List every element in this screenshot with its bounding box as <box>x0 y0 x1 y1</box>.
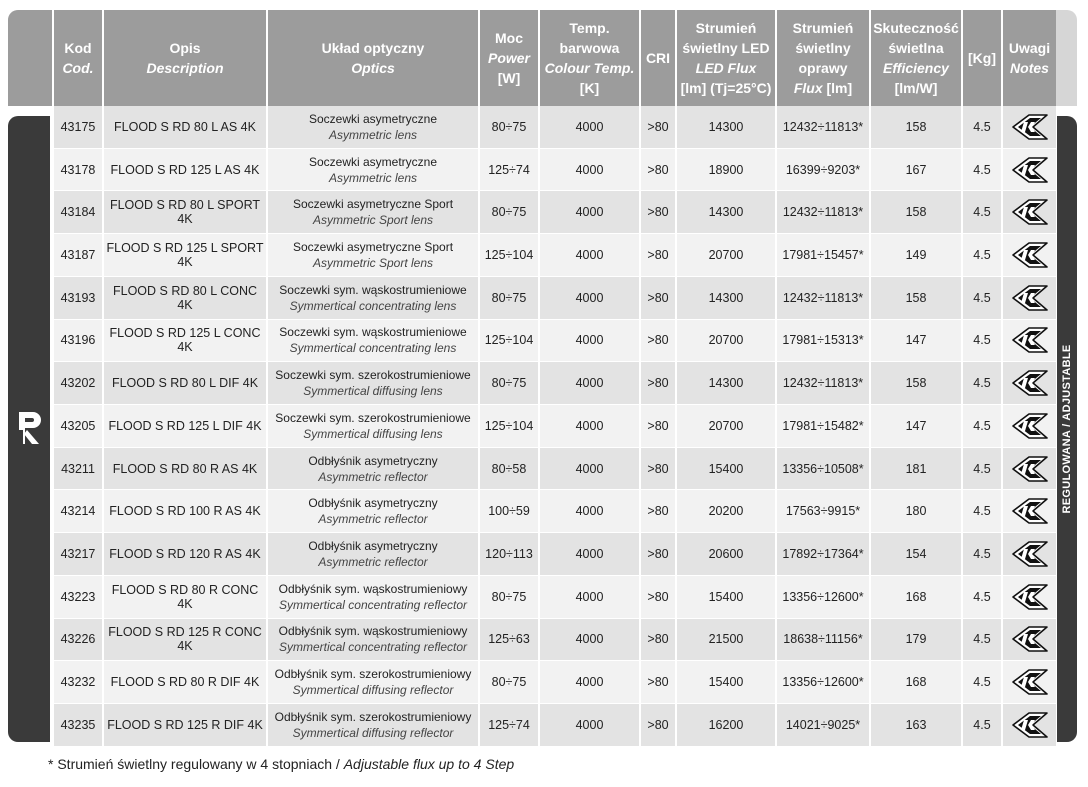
table-row <box>53 704 1056 747</box>
cell-cri: >80 <box>640 533 676 576</box>
optics-pl: Odbłyśnik sym. szerokostrumieniowy <box>274 709 472 724</box>
ik-impact-arrow-icon <box>1011 413 1049 439</box>
cell-colour-temp: 4000 <box>539 704 640 747</box>
header-efficiency: Skuteczność świetlna Efficiency [lm/W] <box>870 10 962 106</box>
cell-efficiency: 154 <box>870 533 962 576</box>
cell-colour-temp: 4000 <box>539 234 640 277</box>
cell-flux: 14021÷9025* <box>776 704 870 747</box>
cell-description: FLOOD S RD 120 R AS 4K <box>103 533 267 576</box>
optics-en: Asymmetric reflector <box>318 512 428 527</box>
cell-led-flux: 14300 <box>676 191 776 234</box>
header-row <box>53 10 1056 106</box>
table-body <box>53 106 1056 746</box>
cell-power: 80÷75 <box>479 276 539 319</box>
cell-led-flux: 14300 <box>676 276 776 319</box>
cell-efficiency: 158 <box>870 276 962 319</box>
cell-colour-temp: 4000 <box>539 191 640 234</box>
cell-flux: 17981÷15457* <box>776 234 870 277</box>
cell-efficiency: 158 <box>870 191 962 234</box>
cell-description: FLOOD S RD 80 L SPORT 4K <box>103 191 267 234</box>
cell-efficiency: 167 <box>870 148 962 191</box>
ik-impact-arrow-icon <box>1011 242 1049 268</box>
cell-efficiency: 149 <box>870 234 962 277</box>
cell-colour-temp: 4000 <box>539 533 640 576</box>
cell-description: FLOOD S RD 125 R CONC 4K <box>103 618 267 661</box>
cell-efficiency: 180 <box>870 490 962 533</box>
header-cri: CRI <box>640 10 676 106</box>
cell-optics <box>267 319 479 362</box>
left-sidebar <box>8 116 50 742</box>
cell-code: 43205 <box>53 405 103 448</box>
cell-cri: >80 <box>640 319 676 362</box>
cell-flux: 17981÷15482* <box>776 405 870 448</box>
cell-power: 125÷74 <box>479 148 539 191</box>
cell-cri: >80 <box>640 276 676 319</box>
cell-weight: 4.5 <box>962 533 1002 576</box>
cell-flux: 13356÷12600* <box>776 575 870 618</box>
header-led-flux: Strumień świetlny LED LED Flux [lm] (Tj=25°C) <box>676 10 776 106</box>
cell-optics <box>267 148 479 191</box>
side-label: REGULOWANA / ADJUSTABLE <box>1061 344 1073 514</box>
cell-notes <box>1002 276 1056 319</box>
cell-power: 125÷74 <box>479 704 539 747</box>
optics-en: Symmertical diffusing reflector <box>292 725 454 740</box>
optics-pl: Soczewki sym. wąskostrumieniowe <box>279 325 467 340</box>
cell-cri: >80 <box>640 575 676 618</box>
cell-notes <box>1002 661 1056 704</box>
cell-weight: 4.5 <box>962 447 1002 490</box>
cell-weight: 4.5 <box>962 490 1002 533</box>
ik-impact-arrow-icon <box>1011 498 1049 524</box>
cell-weight: 4.5 <box>962 319 1002 362</box>
cell-code: 43223 <box>53 575 103 618</box>
optics-en: Symmertical diffusing reflector <box>292 683 454 698</box>
cell-notes <box>1002 447 1056 490</box>
cell-description: FLOOD S RD 125 L CONC 4K <box>103 319 267 362</box>
cell-colour-temp: 4000 <box>539 362 640 405</box>
cell-flux: 13356÷10508* <box>776 447 870 490</box>
header-code: Kod Cod. <box>53 10 103 106</box>
table-row <box>53 490 1056 533</box>
cell-description: FLOOD S RD 125 R DIF 4K <box>103 704 267 747</box>
cell-code: 43217 <box>53 533 103 576</box>
cell-notes <box>1002 106 1056 148</box>
ik-impact-arrow-icon <box>1011 285 1049 311</box>
cell-description: FLOOD S RD 80 R DIF 4K <box>103 661 267 704</box>
cell-efficiency: 179 <box>870 618 962 661</box>
cell-description: FLOOD S RD 80 L CONC 4K <box>103 276 267 319</box>
cell-efficiency: 168 <box>870 575 962 618</box>
cell-optics <box>267 106 479 148</box>
ik-impact-arrow-icon <box>1011 669 1049 695</box>
header-flux: Strumień świetlny oprawy Flux [lm] <box>776 10 870 106</box>
ik-impact-arrow-icon <box>1011 626 1049 652</box>
cell-cri: >80 <box>640 405 676 448</box>
ik-impact-arrow-icon <box>1011 199 1049 225</box>
optics-pl: Odbłyśnik sym. szerokostrumieniowy <box>274 667 472 682</box>
cell-colour-temp: 4000 <box>539 618 640 661</box>
cell-notes <box>1002 362 1056 405</box>
cell-optics <box>267 234 479 277</box>
cell-flux: 17892÷17364* <box>776 533 870 576</box>
optics-en: Symmertical concentrating reflector <box>278 640 468 655</box>
cell-code: 43202 <box>53 362 103 405</box>
header-notes: Uwagi Notes <box>1002 10 1056 106</box>
optics-pl: Soczewki asymetryczne Sport <box>292 197 454 212</box>
cell-code: 43175 <box>53 106 103 148</box>
cell-description: FLOOD S RD 125 L AS 4K <box>103 148 267 191</box>
cell-flux: 16399÷9203* <box>776 148 870 191</box>
table-row <box>53 618 1056 661</box>
cell-led-flux: 14300 <box>676 362 776 405</box>
optics-pl: Soczewki sym. wąskostrumieniowe <box>279 282 467 297</box>
cell-notes <box>1002 405 1056 448</box>
optics-pl: Soczewki sym. szerokostrumieniowe <box>275 410 471 425</box>
cell-efficiency: 168 <box>870 661 962 704</box>
table-row <box>53 191 1056 234</box>
table-row <box>53 319 1056 362</box>
cell-weight: 4.5 <box>962 148 1002 191</box>
optics-en: Asymmetric reflector <box>318 469 428 484</box>
optics-en: Symmertical concentrating lens <box>289 298 457 313</box>
header-weight: [Kg] <box>962 10 1002 106</box>
ik-impact-arrow-icon <box>1011 157 1049 183</box>
optics-pl: Soczewki asymetryczne Sport <box>292 240 454 255</box>
cell-weight: 4.5 <box>962 575 1002 618</box>
table-row <box>53 661 1056 704</box>
cell-cri: >80 <box>640 234 676 277</box>
dimmable-r-logo-icon <box>15 408 43 448</box>
cell-optics <box>267 618 479 661</box>
cell-code: 43184 <box>53 191 103 234</box>
optics-pl: Soczewki asymetryczne <box>308 111 438 126</box>
cell-colour-temp: 4000 <box>539 405 640 448</box>
cell-cri: >80 <box>640 106 676 148</box>
cell-weight: 4.5 <box>962 704 1002 747</box>
cell-efficiency: 147 <box>870 405 962 448</box>
optics-en: Symmertical concentrating reflector <box>278 597 468 612</box>
ik-impact-arrow-icon <box>1011 712 1049 738</box>
cell-flux: 13356÷12600* <box>776 661 870 704</box>
footnote: * Strumień świetlny regulowany w 4 stopniach / Adjustable flux up to 4 Step <box>48 756 515 772</box>
cell-notes <box>1002 618 1056 661</box>
cell-optics <box>267 575 479 618</box>
cell-notes <box>1002 148 1056 191</box>
cell-weight: 4.5 <box>962 234 1002 277</box>
cell-weight: 4.5 <box>962 618 1002 661</box>
optics-en: Asymmetric reflector <box>318 555 428 570</box>
table-row <box>53 106 1056 148</box>
header-power: Moc Power [W] <box>479 10 539 106</box>
cell-power: 125÷104 <box>479 234 539 277</box>
cell-code: 43232 <box>53 661 103 704</box>
cell-efficiency: 158 <box>870 106 962 148</box>
cell-weight: 4.5 <box>962 106 1002 148</box>
optics-en: Asymmetric lens <box>328 127 417 142</box>
cell-code: 43196 <box>53 319 103 362</box>
cell-led-flux: 14300 <box>676 106 776 148</box>
cell-power: 125÷104 <box>479 405 539 448</box>
cell-weight: 4.5 <box>962 276 1002 319</box>
header-corner <box>8 10 52 106</box>
cell-code: 43178 <box>53 148 103 191</box>
cell-notes <box>1002 575 1056 618</box>
cell-optics <box>267 447 479 490</box>
cell-code: 43235 <box>53 704 103 747</box>
table-row <box>53 362 1056 405</box>
cell-description: FLOOD S RD 80 L AS 4K <box>103 106 267 148</box>
cell-flux: 12432÷11813* <box>776 362 870 405</box>
cell-led-flux: 20700 <box>676 234 776 277</box>
cell-colour-temp: 4000 <box>539 661 640 704</box>
table-row <box>53 533 1056 576</box>
cell-colour-temp: 4000 <box>539 447 640 490</box>
cell-optics <box>267 704 479 747</box>
cell-flux: 12432÷11813* <box>776 106 870 148</box>
ik-impact-arrow-icon <box>1011 370 1049 396</box>
optics-pl: Odbłyśnik sym. wąskostrumieniowy <box>278 581 468 596</box>
optics-pl: Odbłyśnik asymetryczny <box>308 539 438 554</box>
cell-efficiency: 158 <box>870 362 962 405</box>
table-row <box>53 405 1056 448</box>
cell-efficiency: 181 <box>870 447 962 490</box>
optics-en: Asymmetric Sport lens <box>312 256 434 271</box>
cell-description: FLOOD S RD 80 R AS 4K <box>103 447 267 490</box>
cell-led-flux: 20700 <box>676 319 776 362</box>
cell-description: FLOOD S RD 80 R CONC 4K <box>103 575 267 618</box>
cell-code: 43211 <box>53 447 103 490</box>
cell-optics <box>267 191 479 234</box>
cell-weight: 4.5 <box>962 405 1002 448</box>
ik-impact-arrow-icon <box>1011 456 1049 482</box>
cell-notes <box>1002 490 1056 533</box>
cell-cri: >80 <box>640 191 676 234</box>
cell-power: 80÷75 <box>479 661 539 704</box>
optics-en: Asymmetric lens <box>328 170 417 185</box>
cell-led-flux: 20600 <box>676 533 776 576</box>
cell-optics <box>267 490 479 533</box>
cell-notes <box>1002 533 1056 576</box>
cell-cri: >80 <box>640 490 676 533</box>
cell-weight: 4.5 <box>962 661 1002 704</box>
cell-cri: >80 <box>640 148 676 191</box>
cell-description: FLOOD S RD 125 L DIF 4K <box>103 405 267 448</box>
cell-code: 43187 <box>53 234 103 277</box>
table-row <box>53 234 1056 277</box>
optics-pl: Odbłyśnik asymetryczny <box>308 453 438 468</box>
ik-impact-arrow-icon <box>1011 584 1049 610</box>
table-row <box>53 148 1056 191</box>
cell-weight: 4.5 <box>962 191 1002 234</box>
optics-en: Asymmetric Sport lens <box>312 213 434 228</box>
cell-notes <box>1002 319 1056 362</box>
cell-led-flux: 20200 <box>676 490 776 533</box>
optics-en: Symmertical concentrating lens <box>289 341 457 356</box>
cell-led-flux: 20700 <box>676 405 776 448</box>
cell-colour-temp: 4000 <box>539 106 640 148</box>
cell-code: 43226 <box>53 618 103 661</box>
cell-led-flux: 15400 <box>676 447 776 490</box>
cell-led-flux: 15400 <box>676 661 776 704</box>
ik-impact-arrow-icon <box>1011 541 1049 567</box>
cell-description: FLOOD S RD 125 L SPORT 4K <box>103 234 267 277</box>
optics-en: Symmertical diffusing lens <box>303 384 443 399</box>
right-sidebar <box>1057 116 1077 742</box>
cell-flux: 12432÷11813* <box>776 191 870 234</box>
cell-optics <box>267 362 479 405</box>
cell-description: FLOOD S RD 80 L DIF 4K <box>103 362 267 405</box>
table-row <box>53 575 1056 618</box>
cell-led-flux: 15400 <box>676 575 776 618</box>
cell-led-flux: 16200 <box>676 704 776 747</box>
cell-colour-temp: 4000 <box>539 276 640 319</box>
cell-description: FLOOD S RD 100 R AS 4K <box>103 490 267 533</box>
optics-pl: Soczewki asymetryczne <box>308 154 438 169</box>
cell-flux: 18638÷11156* <box>776 618 870 661</box>
cell-notes <box>1002 704 1056 747</box>
cell-colour-temp: 4000 <box>539 148 640 191</box>
cell-cri: >80 <box>640 704 676 747</box>
cell-notes <box>1002 191 1056 234</box>
cell-power: 125÷63 <box>479 618 539 661</box>
cell-weight: 4.5 <box>962 362 1002 405</box>
header-description: Opis Description <box>103 10 267 106</box>
cell-power: 80÷75 <box>479 191 539 234</box>
cell-colour-temp: 4000 <box>539 490 640 533</box>
cell-power: 125÷104 <box>479 319 539 362</box>
table-row <box>53 447 1056 490</box>
cell-code: 43214 <box>53 490 103 533</box>
cell-optics <box>267 405 479 448</box>
cell-cri: >80 <box>640 618 676 661</box>
cell-notes <box>1002 234 1056 277</box>
ik-impact-arrow-icon <box>1011 327 1049 353</box>
cell-power: 80÷75 <box>479 106 539 148</box>
cell-power: 80÷75 <box>479 362 539 405</box>
cell-cri: >80 <box>640 447 676 490</box>
optics-pl: Odbłyśnik asymetryczny <box>308 496 438 511</box>
cell-colour-temp: 4000 <box>539 319 640 362</box>
cell-optics <box>267 661 479 704</box>
header-optics: Układ optyczny Optics <box>267 10 479 106</box>
cell-power: 120÷113 <box>479 533 539 576</box>
cell-led-flux: 18900 <box>676 148 776 191</box>
cell-led-flux: 21500 <box>676 618 776 661</box>
optics-pl: Odbłyśnik sym. wąskostrumieniowy <box>278 624 468 639</box>
product-table <box>52 10 1056 747</box>
cell-flux: 12432÷11813* <box>776 276 870 319</box>
header-colour-temp: Temp. barwowa Colour Temp. [K] <box>539 10 640 106</box>
optics-en: Symmertical diffusing lens <box>303 426 443 441</box>
cell-flux: 17981÷15313* <box>776 319 870 362</box>
table-row <box>53 276 1056 319</box>
cell-power: 80÷75 <box>479 575 539 618</box>
cell-efficiency: 147 <box>870 319 962 362</box>
cell-cri: >80 <box>640 362 676 405</box>
cell-colour-temp: 4000 <box>539 575 640 618</box>
ik-impact-arrow-icon <box>1011 114 1049 140</box>
cell-power: 100÷59 <box>479 490 539 533</box>
cell-efficiency: 163 <box>870 704 962 747</box>
cell-optics <box>267 276 479 319</box>
cell-code: 43193 <box>53 276 103 319</box>
cell-optics <box>267 533 479 576</box>
cell-power: 80÷58 <box>479 447 539 490</box>
cell-cri: >80 <box>640 661 676 704</box>
optics-pl: Soczewki sym. szerokostrumieniowe <box>275 368 471 383</box>
cell-flux: 17563÷9915* <box>776 490 870 533</box>
